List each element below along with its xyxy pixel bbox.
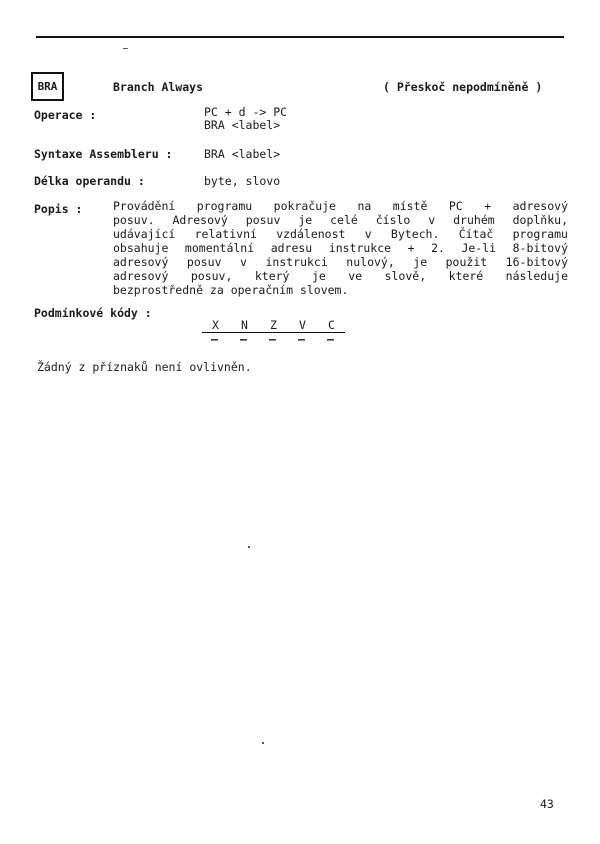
instruction-czech-name: ( Přeskoč nepodmíněně ) [383, 80, 543, 94]
description-body [113, 199, 568, 297]
flag-x-value: – [211, 332, 218, 346]
description-line: posuv. Adresový posuv je celé číslo v druhém doplňku, [113, 213, 568, 227]
flag-c-value: – [327, 332, 334, 346]
condition-code-register [202, 318, 345, 333]
operation-line: BRA <label> [204, 118, 281, 132]
flag-v: V [299, 318, 306, 332]
description-line: Provádění programu pokračuje na místě PC + adresový [113, 199, 568, 213]
operation-label: Operace : [34, 108, 97, 122]
flag-n: N [241, 318, 248, 332]
condition-codes-note: Žádný z příznaků není ovlivněn. [37, 360, 252, 374]
operand-length-value: byte, slovo [204, 174, 281, 188]
description-line: obsahuje momentální adresu instrukce + 2. Je-li 8-bitový [113, 241, 568, 255]
flag-x: X [212, 318, 219, 332]
flag-z: Z [270, 318, 277, 332]
description-line: udávající relativní vzdálenost v Bytech. Čítač programu [113, 227, 568, 241]
scan-speck [262, 742, 264, 744]
flag-z-value: – [269, 332, 276, 346]
description-line: bezprostředně za operačním slovem. [113, 283, 349, 297]
mnemonic-box [31, 72, 64, 101]
scan-speck [123, 48, 128, 49]
scan-speck [248, 546, 250, 548]
operation-line: PC + d -> PC [204, 105, 288, 119]
description-label: Popis : [34, 202, 83, 216]
flag-v-value: – [298, 332, 305, 346]
flag-n-value: – [240, 332, 247, 346]
flag-c: C [328, 318, 335, 332]
operation-block [204, 106, 287, 132]
description-line: adresový posuv, který je ve slově, které následuje [113, 269, 568, 283]
syntax-label: Syntaxe Assembleru : [34, 147, 173, 161]
condition-codes-label: Podmínkové kódy : [34, 306, 152, 320]
operand-length-label: Délka operandu : [34, 174, 145, 188]
instruction-name: Branch Always [113, 80, 204, 94]
syntax-value: BRA <label> [204, 147, 281, 161]
top-rule [36, 36, 564, 38]
mnemonic-label: BRA [37, 80, 58, 93]
description-line: adresový posuv v instrukci nulový, je použit 16-bitový [113, 255, 568, 269]
page-number: 43 [540, 797, 554, 811]
